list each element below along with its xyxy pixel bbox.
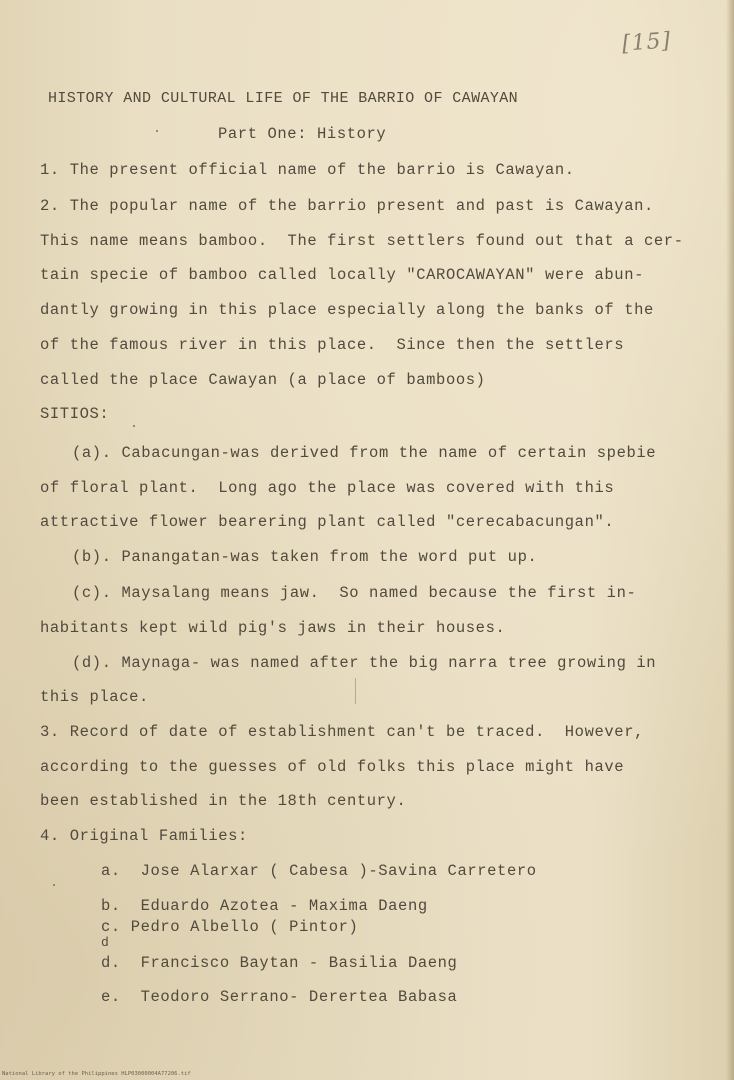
section-heading-families: 4. Original Families: (40, 827, 248, 845)
text-line-3: This name means bamboo. The first settlers found out that a cer- (40, 232, 684, 250)
document-title: HISTORY AND CULTURAL LIFE OF THE BARRIO OF CAWAYAN (48, 90, 519, 107)
family-c: c. Pedro Albello ( Pintor) (101, 918, 359, 936)
sitio-c-line-2: habitants kept wild pig's jaws in their houses. (40, 619, 506, 637)
text-line-7: called the place Cawayan (a place of bamboos) (40, 371, 486, 389)
family-d: d. Francisco Baytan - Basilia Daeng (101, 954, 458, 972)
pencil-stroke (355, 678, 356, 704)
sitio-a-line-2: of floral plant. Long ago the place was covered with this (40, 479, 615, 497)
text-line-6: of the famous river in this place. Since then the settlers (40, 336, 625, 354)
family-a: a. Jose Alarxar ( Cabesa )-Savina Carretero (101, 862, 537, 880)
page-edge-shadow (726, 0, 734, 1080)
stray-d-mark: d (101, 935, 110, 950)
ink-speck (53, 884, 55, 886)
text-line-3-century: been established in the 18th century. (40, 792, 407, 810)
text-line-5: dantly growing in this place especially along the banks of the (40, 301, 654, 319)
sitio-d-line-2: this place. (40, 688, 149, 706)
text-line-4: tain specie of bamboo called locally "CAROCAWAYAN" were abun- (40, 266, 644, 284)
sitio-a-line-1: (a). Cabacungan-was derived from the name of certain spebie (72, 444, 657, 462)
text-line-1: 1. The present official name of the barrio is Cawayan. (40, 161, 575, 179)
section-heading-sitios: SITIOS: (40, 405, 110, 423)
document-subtitle: Part One: History (218, 125, 387, 143)
text-line-2: 2. The popular name of the barrio present and past is Cawayan. (40, 197, 654, 215)
text-line-3-guesses: according to the guesses of old folks this place might have (40, 758, 625, 776)
text-line-3-record: 3. Record of date of establishment can't be traced. However, (40, 723, 644, 741)
ink-speck (133, 425, 135, 427)
sitio-c-line-1: (c). Maysalang means jaw. So named because the first in- (72, 584, 637, 602)
sitio-a-line-3: attractive flower bearering plant called "cerecabacungan". (40, 513, 615, 531)
ink-speck (156, 130, 158, 132)
sitio-b-line: (b). Panangatan-was taken from the word put up. (72, 548, 538, 566)
sitio-d-line-1: (d). Maynaga- was named after the big narra tree growing in (72, 654, 657, 672)
archive-footer: National Library of the Philippines HLP03000004A77206.tif (2, 1071, 191, 1077)
handwritten-page-number: [15] (621, 28, 672, 57)
family-e: e. Teodoro Serrano- Derertea Babasa (101, 988, 458, 1006)
family-b: b. Eduardo Azotea - Maxima Daeng (101, 897, 428, 915)
